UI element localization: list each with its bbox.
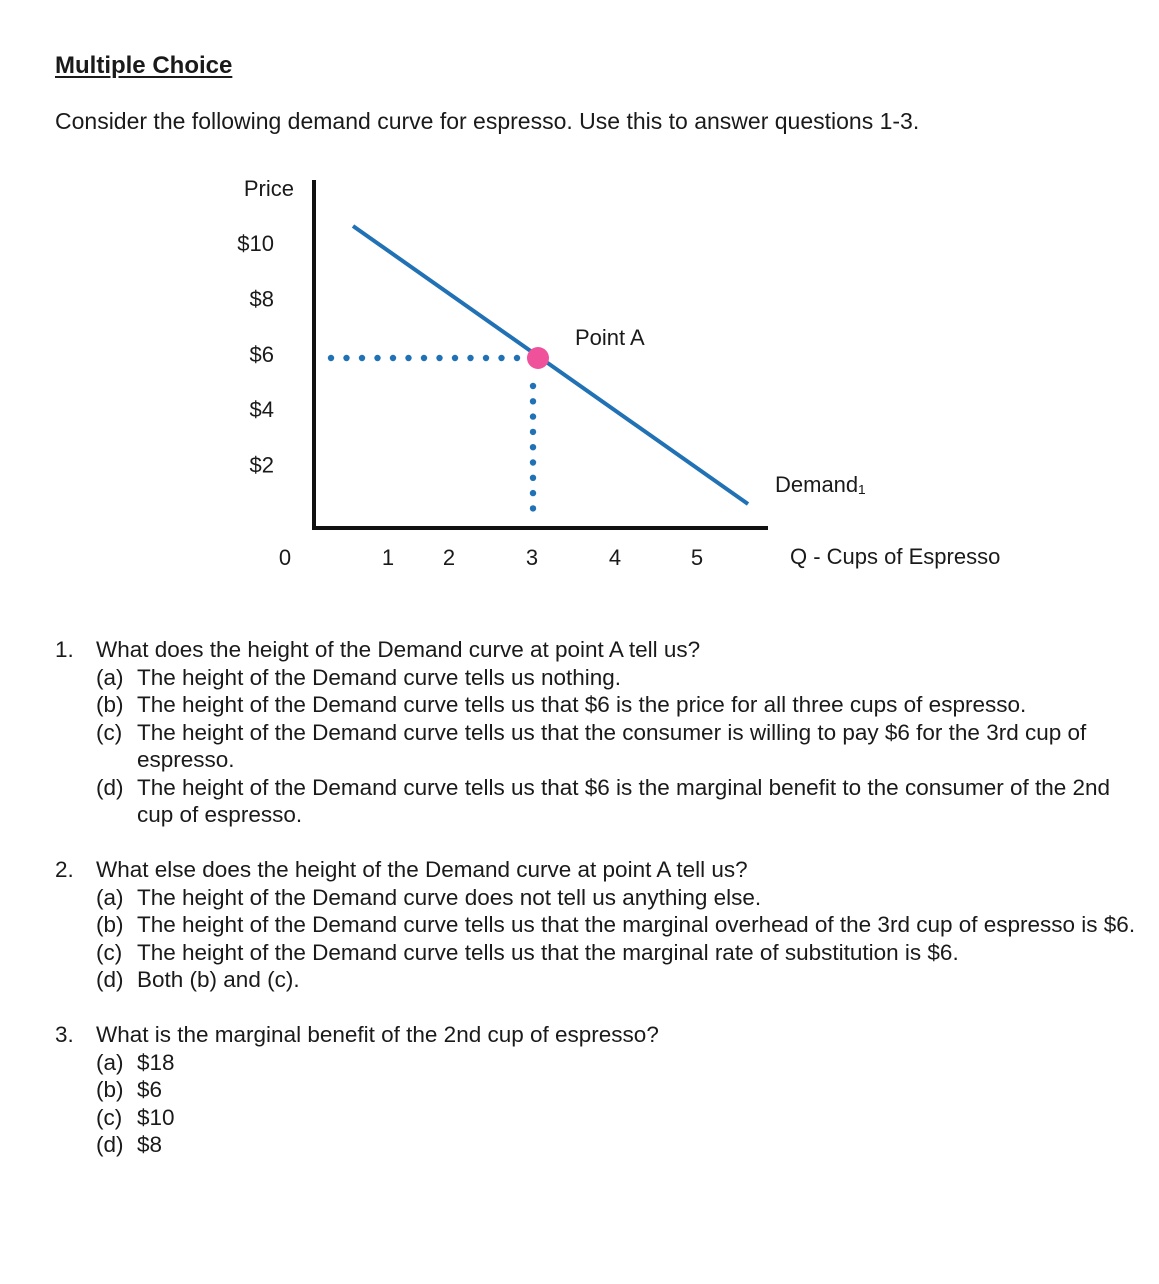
answer-option-a[interactable] xyxy=(96,1049,1145,1077)
question-1 xyxy=(55,636,1145,829)
option-text: The height of the Demand curve tells us that the marginal rate of substitution is $6. xyxy=(137,939,959,965)
x-tick-label: 3 xyxy=(525,545,539,570)
question-number: 3. xyxy=(55,1022,74,1047)
answer-option-b[interactable] xyxy=(96,911,1145,939)
question-text: What else does the height of the Demand curve at point A tell us? xyxy=(96,857,748,882)
question-number: 1. xyxy=(55,637,74,662)
y-tick-label: $10 xyxy=(237,231,274,256)
answer-option-c[interactable] xyxy=(96,1104,1145,1132)
price-guide-dot xyxy=(328,355,334,361)
option-letter: (c) xyxy=(96,1104,123,1130)
option-text: The height of the Demand curve does not tell us anything else. xyxy=(137,884,762,910)
option-letter: (d) xyxy=(96,774,124,800)
demand-curve-label: Demand₁ xyxy=(775,472,866,497)
answer-option-c[interactable] xyxy=(96,719,1145,774)
quantity-guide-dot xyxy=(530,490,536,496)
option-text: $8 xyxy=(137,1132,163,1157)
price-guide-dot xyxy=(390,355,396,361)
question-text: What does the height of the Demand curve at point A tell us? xyxy=(96,637,701,662)
price-guide-dot xyxy=(359,355,365,361)
answer-option-c[interactable] xyxy=(96,939,1145,967)
quantity-guide-dot xyxy=(530,444,536,450)
option-text: $6 xyxy=(137,1077,163,1102)
quantity-guide-dot xyxy=(530,475,536,481)
y-tick-label: $6 xyxy=(249,341,274,367)
x-tick-label: 0 xyxy=(278,545,292,570)
option-letter: (d) xyxy=(96,1132,124,1157)
quantity-guide-dot xyxy=(530,459,536,465)
page-title: Multiple Choice xyxy=(55,52,233,79)
answer-option-d[interactable] xyxy=(96,1131,1145,1159)
option-letter: (a) xyxy=(96,884,124,910)
option-letter: (a) xyxy=(96,1049,124,1075)
x-tick-label: 4 xyxy=(608,545,622,570)
option-letter: (b) xyxy=(96,1077,124,1102)
option-letter: (c) xyxy=(96,939,123,965)
price-guide-dot xyxy=(405,355,411,361)
option-list xyxy=(96,1049,1145,1159)
option-text: $10 xyxy=(137,1104,175,1130)
price-guide-dot xyxy=(374,355,380,361)
demand-chart xyxy=(0,160,1159,600)
x-tick-label: 5 xyxy=(690,545,704,570)
question-2 xyxy=(55,856,1145,994)
x-axis-label: Q - Cups of Espresso xyxy=(790,544,1001,569)
y-axis-label: Price xyxy=(243,176,294,201)
price-guide-dot xyxy=(498,355,504,361)
answer-option-d[interactable] xyxy=(96,774,1145,829)
x-tick-label: 2 xyxy=(442,545,456,570)
price-guide-dot xyxy=(343,355,349,361)
price-guide-dot xyxy=(467,355,473,361)
option-text: The height of the Demand curve tells us that $6 is the marginal benefit to the consumer of the 2nd cup of espresso. xyxy=(137,774,1111,827)
option-text: The height of the Demand curve tells us that $6 is the price for all three cups of espresso. xyxy=(137,692,1027,717)
intro-text: Consider the following demand curve for espresso. Use this to answer questions 1-3. xyxy=(55,108,920,134)
point-a-label: Point A xyxy=(575,325,645,350)
point-a-marker xyxy=(527,347,549,369)
option-text: The height of the Demand curve tells us nothing. xyxy=(137,664,622,690)
question-number: 2. xyxy=(55,857,74,882)
quantity-guide-dot xyxy=(530,505,536,511)
option-text: The height of the Demand curve tells us that the marginal overhead of the 3rd cup of espresso is $6. xyxy=(137,912,1136,937)
answer-option-b[interactable] xyxy=(96,1076,1145,1104)
option-letter: (d) xyxy=(96,967,124,992)
price-guide-dot xyxy=(436,355,442,361)
y-tick-label: $8 xyxy=(249,286,274,312)
option-letter: (c) xyxy=(96,719,123,745)
option-list xyxy=(96,664,1145,829)
answer-option-a[interactable] xyxy=(96,664,1145,692)
question-list xyxy=(55,636,1145,1186)
question-3 xyxy=(55,1021,1145,1159)
option-list xyxy=(96,884,1145,994)
x-tick-label: 1 xyxy=(381,545,395,570)
question-text: What is the marginal benefit of the 2nd cup of espresso? xyxy=(96,1022,659,1047)
option-letter: (b) xyxy=(96,912,124,937)
option-text: The height of the Demand curve tells us that the consumer is willing to pay $6 for the 3rd cup of espresso. xyxy=(137,719,1087,772)
quantity-guide-dot xyxy=(530,429,536,435)
quantity-guide-dot xyxy=(530,398,536,404)
demand-curve xyxy=(353,226,748,504)
price-guide-dot xyxy=(514,355,520,361)
quantity-guide-dot xyxy=(530,383,536,389)
y-tick-label: $2 xyxy=(249,452,274,478)
answer-option-a[interactable] xyxy=(96,884,1145,912)
option-letter: (a) xyxy=(96,664,124,690)
price-guide-dot xyxy=(452,355,458,361)
answer-option-d[interactable] xyxy=(96,966,1145,994)
y-tick-label: $4 xyxy=(249,397,274,423)
option-letter: (b) xyxy=(96,692,124,717)
quantity-guide-dot xyxy=(530,413,536,419)
price-guide-dot xyxy=(421,355,427,361)
price-guide-dot xyxy=(483,355,489,361)
answer-option-b[interactable] xyxy=(96,691,1145,719)
option-text: $18 xyxy=(137,1049,175,1075)
option-text: Both (b) and (c). xyxy=(137,967,300,992)
